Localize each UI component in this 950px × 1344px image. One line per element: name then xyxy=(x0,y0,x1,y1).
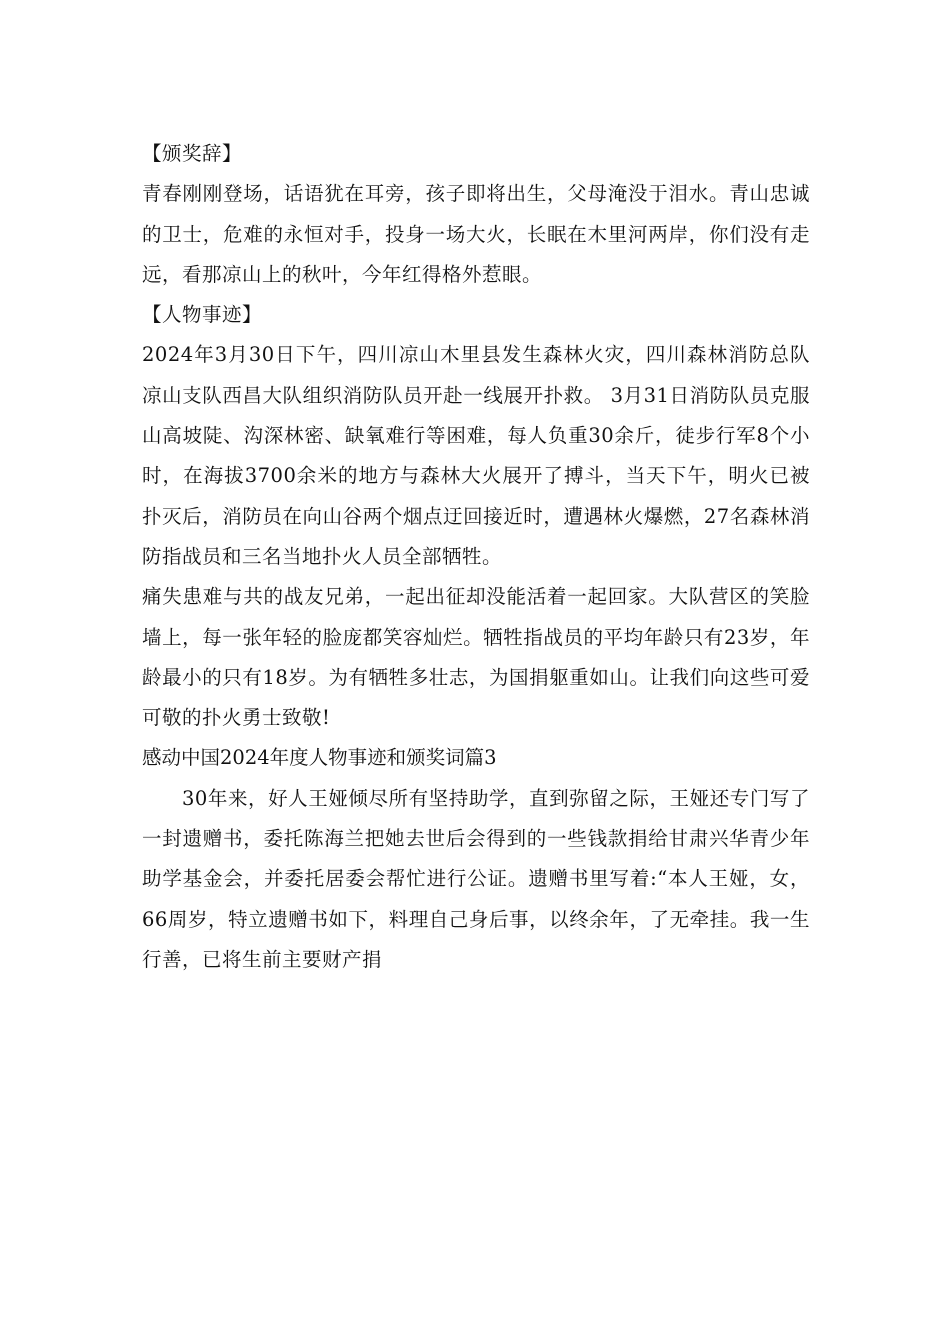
deeds-heading: 【人物事迹】 xyxy=(142,303,263,327)
award-heading: 【颁奖辞】 xyxy=(142,142,243,165)
deeds-paragraph-2: 痛失患难与共的战友兄弟，一起出征却没能活着一起回家。大队营区的笑脸墙上，每一张年轻的脸庞都笑容灿烂。牺牲指战员的平均年龄只有23岁，年龄最小的只有18岁。为有牺牲多壮志，为国捐躯重如山。让我们向这些可爱可敬的扑火勇士致敬! xyxy=(142,585,810,730)
deeds-paragraph-1: 2024年3月30日下午，四川凉山木里县发生森林火灾，四川森林消防总队凉山支队西昌大队组织消防队员开赴一线展开扑救。 3月31日消防队员克服山高坡陡、沟深林密、缺氧难行等困难，每人负重30余斤，徒步行军8个小时，在海拔3700余米的地方与森林大火展开了搏斗，当天下午，明火已被扑灭后，消防员在向山谷两个烟点迂回接近时，遭遇林火爆燃，27名森林消防指战员和三名当地扑火人员全部牺牲。 xyxy=(142,343,810,568)
award-text: 青春刚刚登场，话语犹在耳旁，孩子即将出生，父母淹没于泪水。青山忠诚的卫士，危难的永恒对手，投身一场大火，长眠在木里河两岸，你们没有走远，看那凉山上的秋叶，今年红得格外惹眼。 xyxy=(142,182,810,286)
document-body xyxy=(142,134,810,980)
section-paragraph-1: 30年来，好人王娅倾尽所有坚持助学，直到弥留之际，王娅还专门写了一封遗赠书，委托陈海兰把她去世后会得到的一些钱款捐给甘肃兴华青少年助学基金会，并委托居委会帮忙进行公证。遗赠书里写着:“本人王娅，女，66周岁，特立遗赠书如下，料理自己身后事，以终余年，了无牵挂。我一生行善，已将生前主要财产捐 xyxy=(142,786,810,971)
section-title: 感动中国2024年度人物事迹和颁奖词篇3 xyxy=(142,746,497,770)
